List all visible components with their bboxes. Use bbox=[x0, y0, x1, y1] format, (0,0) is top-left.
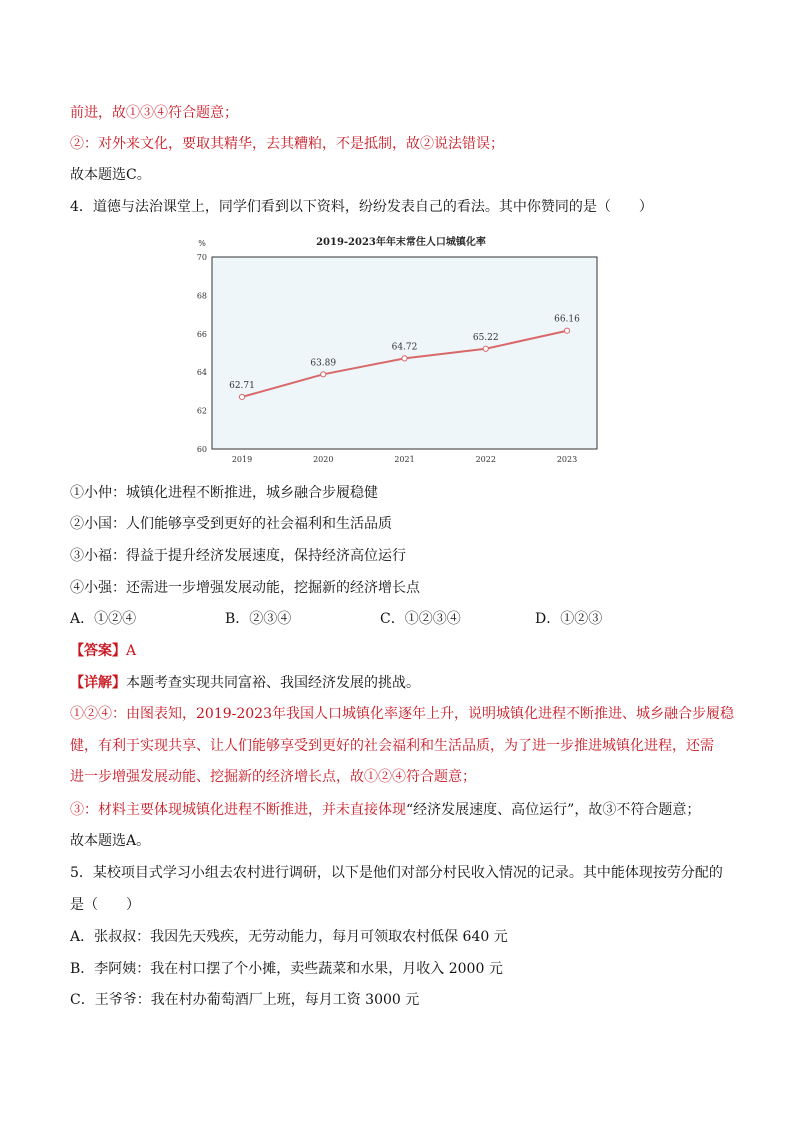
data-label: 63.89 bbox=[310, 358, 337, 369]
data-label: 66.16 bbox=[554, 314, 580, 325]
y-tick-label: 66 bbox=[196, 329, 207, 339]
y-axis-ticks bbox=[197, 253, 207, 454]
option-c: C．①②③④ bbox=[380, 611, 461, 627]
y-tick-label: 62 bbox=[196, 406, 207, 416]
answer-value: A bbox=[126, 643, 137, 659]
explain-point-3-quote: “经济发展速度、高位运行”，故③不符合题意； bbox=[406, 802, 701, 818]
x-tick-label: 2022 bbox=[475, 455, 496, 464]
y-tick-label: 64 bbox=[196, 368, 207, 378]
y-tick-label: 70 bbox=[196, 253, 207, 262]
prev-answer-conclusion: 故本题选C。 bbox=[70, 167, 151, 183]
x-tick-label: 2023 bbox=[556, 455, 578, 464]
data-point bbox=[239, 394, 244, 399]
q5-option-c: C．王爷爷：我在村办葡萄酒厂上班，每月工资 3000 元 bbox=[70, 992, 420, 1008]
data-point bbox=[564, 328, 569, 333]
option-d: D．①②③ bbox=[535, 611, 603, 627]
option-b: B．②③④ bbox=[225, 611, 292, 627]
prev-answer-line2: ②：对外来文化，要取其精华，去其糟粕，不是抵制，故②说法错误； bbox=[70, 136, 504, 152]
data-point bbox=[483, 346, 488, 351]
q5-option-a: A．张叔叔：我因先天残疾，无劳动能力，每月可领取农村低保 640 元 bbox=[70, 929, 508, 945]
detail-tag: 【详解】 bbox=[70, 675, 126, 691]
y-axis-unit: % bbox=[198, 239, 206, 248]
x-tick-label: 2019 bbox=[231, 455, 253, 464]
explain-line-4 bbox=[70, 800, 700, 820]
chart-title: 2019-2023年年末常住人口城镇化率 bbox=[316, 237, 486, 248]
y-tick-label: 60 bbox=[196, 445, 207, 454]
data-label: 64.72 bbox=[391, 342, 418, 353]
explain-line-2: 健，有利于实现共享、让人们能够享受到更好的社会福利和生活品质，为了进一步推进城镇化进程，还需 bbox=[70, 738, 714, 754]
statement-1: ①小仲：城镇化进程不断推进，城乡融合步履稳健 bbox=[70, 485, 378, 501]
data-label: 62.71 bbox=[229, 380, 255, 391]
q5-option-b: B．李阿姨：我在村口摆了个小摊，卖些蔬菜和水果，月收入 2000 元 bbox=[70, 961, 503, 977]
data-point bbox=[321, 372, 326, 377]
x-tick-label: 2021 bbox=[394, 455, 415, 464]
data-label: 65.22 bbox=[472, 332, 499, 343]
q5-stem-line1: 5．某校项目式学习小组去农村进行调研，以下是他们对部分村民收入情况的记录。其中能体现按劳分配的 bbox=[70, 865, 723, 881]
detail-text: 本题考查实现共同富裕、我国经济发展的挑战。 bbox=[126, 675, 420, 691]
answer-line bbox=[70, 641, 136, 661]
statement-2: ②小国：人们能够享受到更好的社会福利和生活品质 bbox=[70, 516, 392, 532]
explain-line-1: ①②④：由图表知，2019-2023年我国人口城镇化率逐年上升，说明城镇化进程不断推进、城乡融合步履稳 bbox=[70, 706, 734, 722]
data-point bbox=[402, 356, 407, 361]
x-tick-label: 2020 bbox=[313, 455, 334, 464]
prev-answer-line1: 前进，故①③④符合题意； bbox=[70, 105, 238, 121]
statement-4: ④小强：还需进一步增强发展动能，挖掘新的经济增长点 bbox=[70, 580, 420, 596]
explain-line-3: 进一步增强发展动能、挖掘新的经济增长点，故①②④符合题意； bbox=[70, 769, 476, 785]
answer-tag: 【答案】 bbox=[70, 643, 126, 659]
plot-area bbox=[212, 257, 597, 449]
urbanization-line-chart bbox=[190, 228, 610, 468]
statement-3: ③小福：得益于提升经济发展速度，保持经济高位运行 bbox=[70, 548, 406, 564]
detail-line bbox=[70, 673, 420, 693]
q4-stem: 4．道德与法治课堂上，同学们看到以下资料，纷纷发表自己的看法。其中你赞同的是（ ） bbox=[70, 199, 653, 215]
x-axis-ticks bbox=[232, 455, 577, 464]
q5-stem-line2: 是（ ） bbox=[70, 897, 140, 913]
explain-point-3: ③：材料主要体现城镇化进程不断推进，并未直接体现 bbox=[70, 802, 406, 818]
y-tick-label: 68 bbox=[196, 291, 207, 301]
option-a: A．①②④ bbox=[70, 611, 137, 627]
q4-conclusion: 故本题选A。 bbox=[70, 833, 151, 849]
